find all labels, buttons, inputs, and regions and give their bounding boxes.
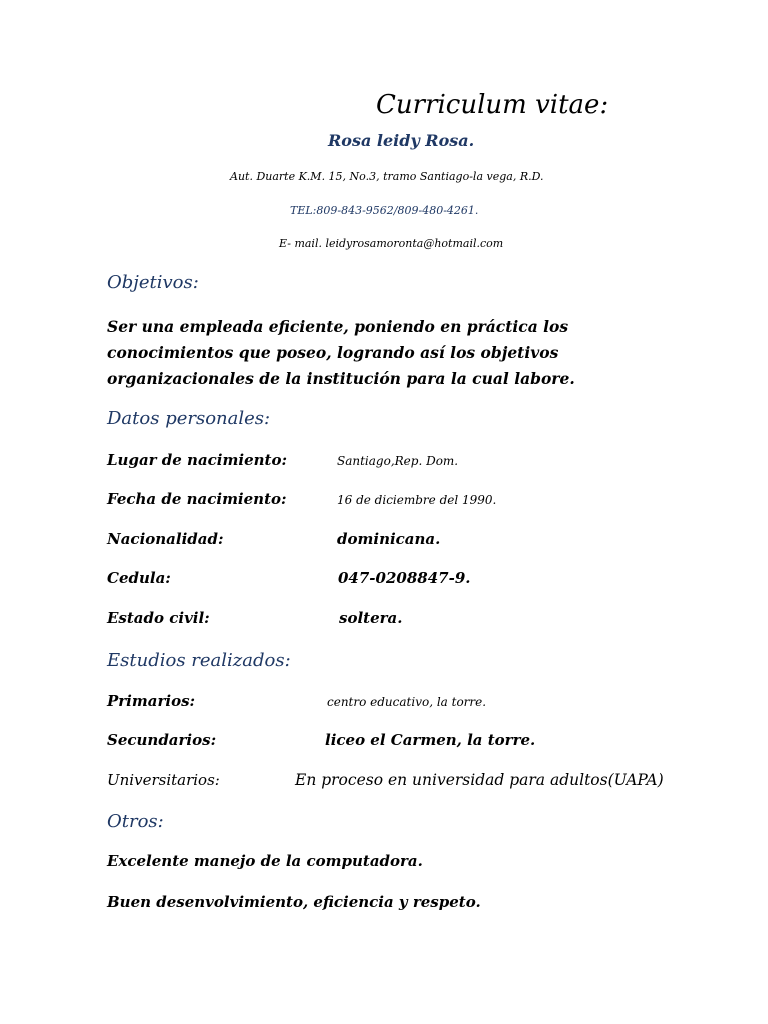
phone-line: TEL:809-843-9562/809-480-4261. [290,204,479,217]
cedula-label: Cedula: [107,569,171,587]
objetivos-heading: Objetivos: [107,272,199,293]
secundarios-value: liceo el Carmen, la torre. [325,731,536,749]
fecha-nacimiento-label: Fecha de nacimiento: [107,490,287,508]
estado-civil-value: soltera. [339,609,403,627]
lugar-nacimiento-value: Santiago,Rep. Dom. [337,454,459,468]
secundarios-label: Secundarios: [107,731,217,749]
fecha-nacimiento-value: 16 de diciembre del 1990. [337,493,497,507]
otros-heading: Otros: [107,811,164,832]
otros-item: Buen desenvolvimiento, eficiencia y respeto. [107,893,481,911]
nacionalidad-value: dominicana. [337,530,441,548]
estado-civil-label: Estado civil: [107,609,210,627]
cedula-value: 047-0208847-9. [338,569,471,587]
email-line: E- mail. leidyrosamoronta@hotmail.com [279,237,504,250]
objetivos-text: Ser una empleada eficiente, poniendo en práctica los conocimientos que poseo, logrando así los objetivos organizacionales de la institución para la cual labore. [107,317,575,388]
universitarios-label: Universitarios: [107,771,220,789]
estudios-heading: Estudios realizados: [107,650,291,671]
primarios-label: Primarios: [107,692,196,710]
lugar-nacimiento-label: Lugar de nacimiento: [107,451,287,469]
nacionalidad-label: Nacionalidad: [107,530,224,548]
otros-item: Excelente manejo de la computadora. [107,852,423,870]
document-title: Curriculum vitae: [376,90,609,120]
address-line: Aut. Duarte K.M. 15, No.3, tramo Santiago-la vega, R.D. [230,170,544,183]
universitarios-value: En proceso en universidad para adultos(UAPA) [295,771,664,789]
datos-personales-heading: Datos personales: [107,408,271,429]
candidate-name: Rosa leidy Rosa. [328,131,475,150]
primarios-value: centro educativo, la torre. [327,695,487,709]
